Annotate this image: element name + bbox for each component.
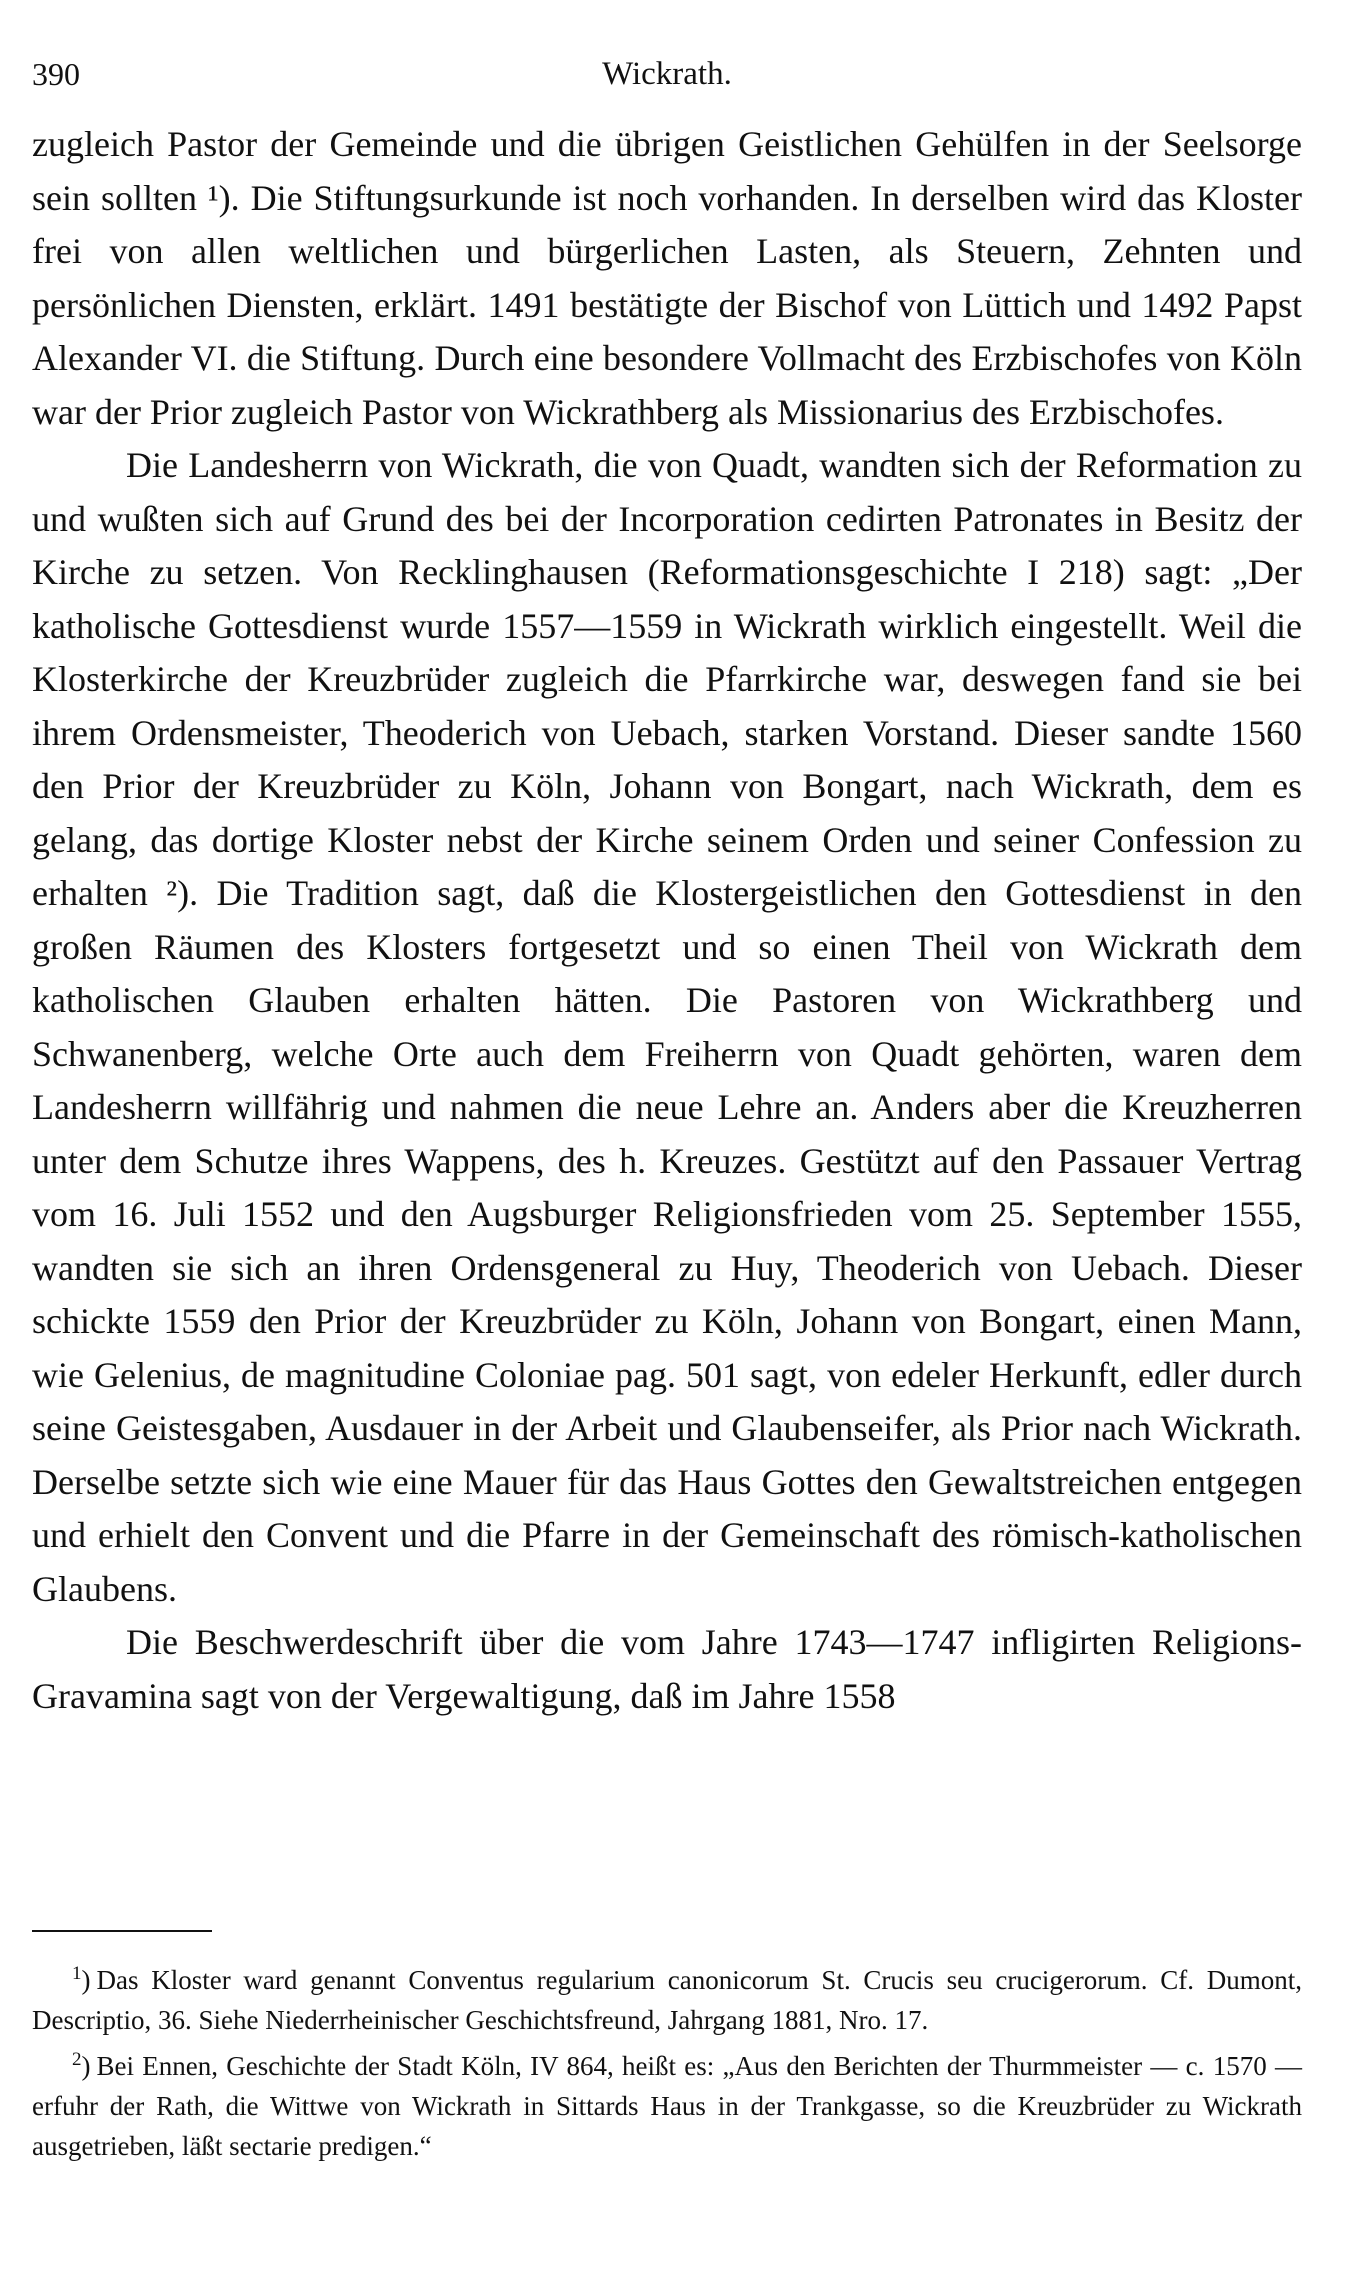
body-text	[32, 118, 1302, 1723]
footnote-marker: 2	[72, 2049, 82, 2070]
footnote-marker: 1	[72, 1963, 82, 1984]
footnote-text: Das Kloster ward genannt Conventus regularium canonicorum St. Crucis seu crucigerorum. Cf. Dumont, Descriptio, 36. Siehe Niederrheinischer Geschichtsfreund, Jahrgang 1881, Nro. 17.	[32, 1965, 1302, 2035]
paragraph: Die Beschwerdeschrift über die vom Jahre 1743—1747 infligirten Religions-Gravamina sagt von der Vergewaltigung, daß im Jahre 1558	[32, 1622, 1302, 1716]
footnotes	[32, 1960, 1302, 2166]
paragraph: Die Landesherrn von Wickrath, die von Quadt, wandten sich der Reformation zu und wußten sich auf Grund des bei der Incorporation cedirten Patronates in Besitz der Kirche zu setzen. Von Recklinghausen (Reformationsgeschichte I 218) sagt: „Der katholische Gottesdienst wurde 1557—1559 in Wickrath wirklich eingestellt. Weil die Klosterkirche der Kreuzbrüder zugleich die Pfarrkirche war, deswegen fand sie bei ihrem Ordensmeister, Theoderich von Uebach, starken Vorstand. Dieser sandte 1560 den Prior der Kreuzbrüder zu Köln, Johann von Bongart, nach Wickrath, dem es gelang, das dortige Kloster nebst der Kirche seinem Orden und seiner Confession zu erhalten ²). Die Tradition sagt, daß die Klostergeistlichen den Gottesdienst in den großen Räumen des Klosters fortgesetzt und so einen Theil von Wickrath dem katholischen Glauben erhalten hätten. Die Pastoren von Wickrathberg und Schwanenberg, welche Orte auch dem Freiherrn von Quadt gehörten, waren dem Landesherrn willfährig und nahmen die neue Lehre an. Anders aber die Kreuzherren unter dem Schutze ihres Wappens, des h. Kreuzes. Gestützt auf den Passauer Vertrag vom 16. Juli 1552 und den Augsburger Religionsfrieden vom 25. September 1555, wandten sie sich an ihren Ordensgeneral zu Huy, Theoderich von Uebach. Dieser schickte 1559 den Prior der Kreuzbrüder zu Köln, Johann von Bongart, einen Mann, wie Gelenius, de magnitudine Coloniae pag. 501 sagt, von edeler Herkunft, edler durch seine Geistesgaben, Ausdauer in der Arbeit und Glaubenseifer, als Prior nach Wickrath. Derselbe setzte sich wie eine Mauer für das Haus Gottes den Gewaltstreichen entgegen und erhielt den Convent und die Pfarre in der Gemeinschaft des römisch-katholischen Glaubens.	[32, 445, 1302, 1609]
running-head: Wickrath.	[602, 56, 732, 92]
page-header	[32, 52, 1302, 102]
page-number: 390	[32, 56, 80, 92]
footnote: $^2$) Bei Ennen, Geschichte der Stadt Köln, IV 864, heißt es: „Aus den Berichten der Thurmmeister — c. 1570 — erfuhr der Rath, die Wittwe von Wickrath in Sittards Haus in der Trankgasse, so die Kreuzbrüder zu Wickrath ausgetrieben, läßt sectarie predigen.“	[32, 2049, 1302, 2161]
footnote-text: Bei Ennen, Geschichte der Stadt Köln, IV 864, heißt es: „Aus den Berichten der Thurmmeister — c. 1570 — erfuhr der Rath, die Wittwe von Wickrath in Sittards Haus in der Trankgasse, so die Kreuzbrüder zu Wickrath ausgetrieben, läßt sectarie predigen.“	[32, 2051, 1302, 2161]
footnote-divider	[32, 1930, 212, 1932]
book-page	[32, 0, 1302, 2296]
paragraph: zugleich Pastor der Gemeinde und die übrigen Geistlichen Gehülfen in der Seelsorge sein sollten ¹). Die Stiftungsurkunde ist noch vorhanden. In derselben wird das Kloster frei von allen weltlichen und bürgerlichen Lasten, als Steuern, Zehnten und persönlichen Diensten, erklärt. 1491 bestätigte der Bischof von Lüttich und 1492 Papst Alexander VI. die Stiftung. Durch eine besondere Vollmacht des Erzbischofes von Köln war der Prior zugleich Pastor von Wickrathberg als Missionarius des Erzbischofes.	[32, 124, 1302, 432]
footnote: $^1$) Das Kloster ward genannt Conventus regularium canonicorum St. Crucis seu crucigerorum. Cf. Dumont, Descriptio, 36. Siehe Niederrheinischer Geschichtsfreund, Jahrgang 1881, Nro. 17.	[32, 1963, 1302, 2035]
